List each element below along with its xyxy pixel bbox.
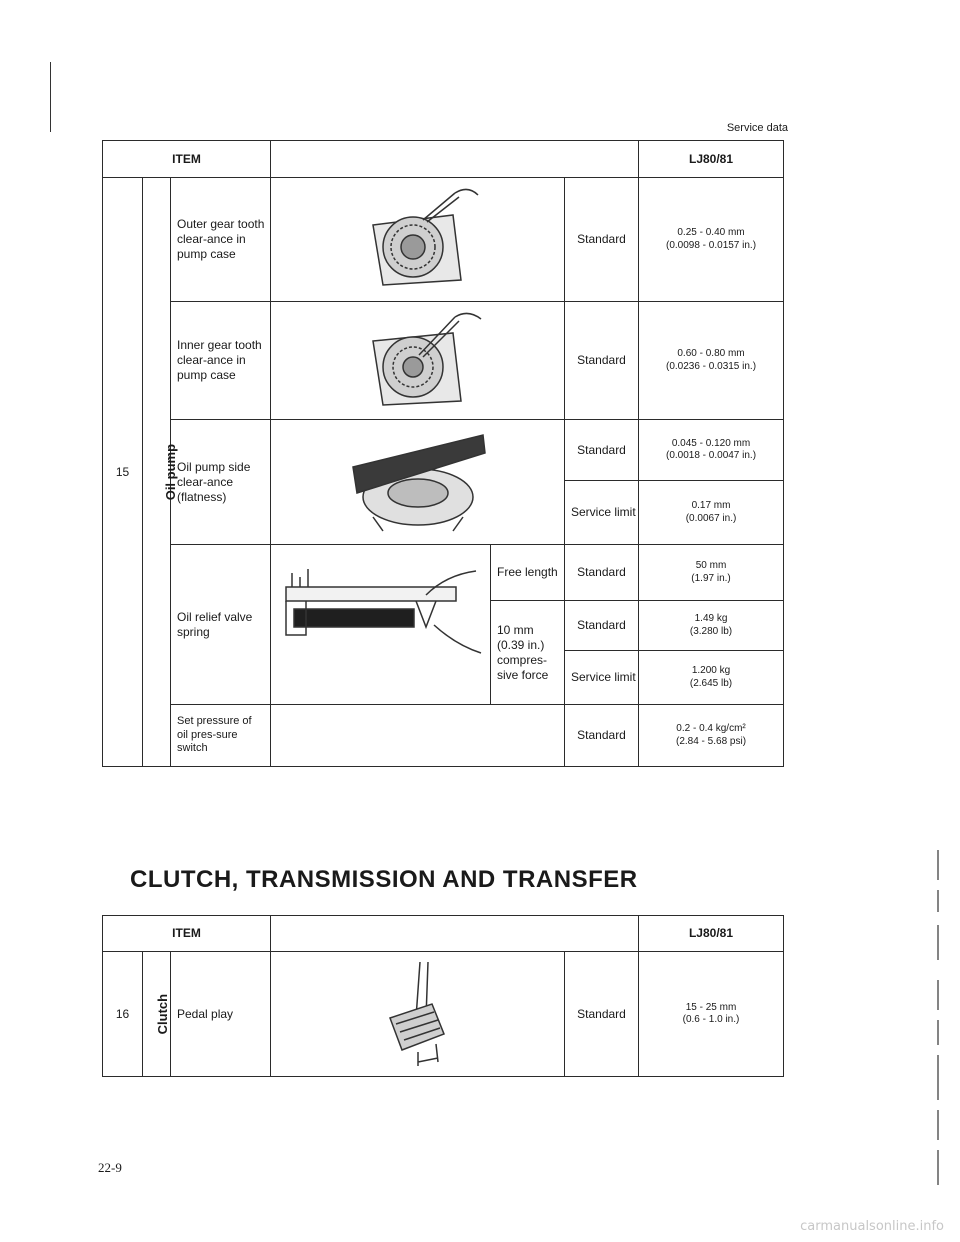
type-standard: Standard [565,420,639,481]
item-inner-gear: Inner gear tooth clear-ance in pump case [171,302,271,420]
value-side-clearance-limit: 0.17 mm (0.0067 in.) [639,481,784,545]
item-header: ITEM [103,916,271,952]
type-standard: Standard [565,952,639,1077]
outer-gear-illustration [271,178,565,302]
value-free-length: 50 mm (1.97 in.) [639,545,784,601]
watermark-footer: carmanualsonline.info [800,1219,944,1234]
free-length-label: Free length [491,545,565,601]
item-relief-spring: Oil relief valve spring [171,545,271,705]
value-pedal-play: 15 - 25 mm (0.6 - 1.0 in.) [639,952,784,1077]
value-inner-gear: 0.60 - 0.80 mm (0.0236 - 0.0315 in.) [639,302,784,420]
type-standard: Standard [565,705,639,767]
running-header: Service data [726,122,788,134]
compressive-force-label: 10 mm (0.39 in.) compres-sive force [491,601,565,705]
group-label: Oil pump [163,443,179,501]
item-pedal-play: Pedal play [171,952,271,1077]
item-side-clearance: Oil pump side clear-ance (flatness) [171,420,271,545]
blank-illustration [271,705,565,767]
blank-header [271,916,639,952]
section-number: 15 [103,178,143,767]
value-pressure-switch: 0.2 - 0.4 kg/cm² (2.84 - 5.68 psi) [639,705,784,767]
inner-gear-illustration [271,302,565,420]
type-standard: Standard [565,601,639,651]
page-number: 22-9 [98,1160,122,1175]
clutch-spec-table [102,915,784,1077]
caliper-illustration [271,545,491,705]
side-clearance-illustration [271,420,565,545]
value-force-limit: 1.200 kg (2.645 lb) [639,651,784,705]
item-pressure-switch: Set pressure of oil pres-sure switch [171,705,271,767]
pedal-illustration [271,952,565,1077]
type-standard: Standard [565,178,639,302]
scan-edge-marks [926,540,946,1190]
value-force-standard: 1.49 kg (3.280 lb) [639,601,784,651]
type-service-limit: Service limit [565,651,639,705]
group-label-cell [143,952,171,1077]
model-header: LJ80/81 [639,141,784,178]
item-header: ITEM [103,141,271,178]
oil-pump-spec-table [102,140,784,767]
type-service-limit: Service limit [565,481,639,545]
group-label: Clutch [155,993,171,1035]
item-outer-gear: Outer gear tooth clear-ance in pump case [171,178,271,302]
section-number: 16 [103,952,143,1077]
model-header: LJ80/81 [639,916,784,952]
value-side-clearance-standard: 0.045 - 0.120 mm (0.0018 - 0.0047 in.) [639,420,784,481]
group-label-cell [143,178,179,767]
value-outer-gear: 0.25 - 0.40 mm (0.0098 - 0.0157 in.) [639,178,784,302]
type-standard: Standard [565,302,639,420]
type-standard: Standard [565,545,639,601]
section-title: CLUTCH, TRANSMISSION AND TRANSFER [130,866,638,893]
blank-header [271,141,639,178]
margin-rule [50,62,51,132]
